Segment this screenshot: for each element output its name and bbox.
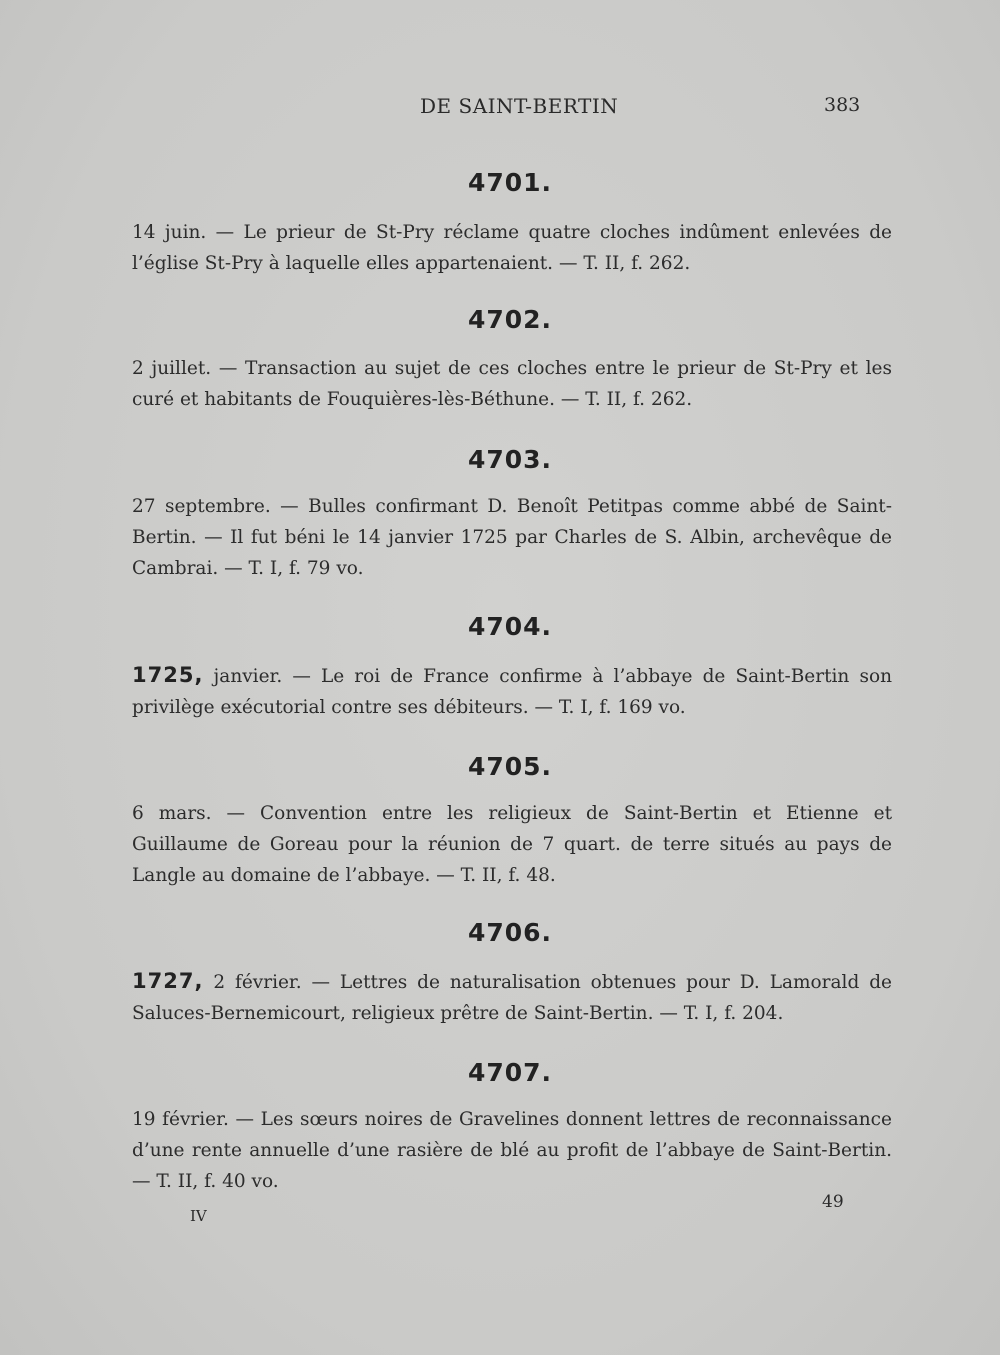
entry-body-4704: janvier. — Le roi de France confirme à l’abbaye de Saint-Bertin son privilège exécutorial contre ses débiteurs. — T. I, f. 169 vo. bbox=[132, 666, 892, 718]
page-number: 383 bbox=[824, 94, 861, 116]
entry-text-4701: 14 juin. — Le prieur de St-Pry réclame quatre cloches indûment enlevées de l’église St-Pry à laquelle elles appartenaient. — T. II, f. 262. bbox=[132, 222, 892, 274]
entry-number-4701: 4701. bbox=[467, 168, 553, 197]
signature-mark: IV bbox=[190, 1207, 207, 1225]
running-title: DE SAINT-BERTIN bbox=[420, 94, 619, 118]
entry-number-4703: 4703. bbox=[467, 445, 553, 474]
sheet-number: 49 bbox=[822, 1192, 844, 1212]
entry-text-4702: 2 juillet. — Transaction au sujet de ces cloches entre le prieur de St-Pry et les curé et habitants de Fouquières-lès-Béthune. — T. II, f. 262. bbox=[132, 358, 892, 410]
entry-text-4704 bbox=[132, 660, 892, 723]
entry-text-4703: 27 septembre. — Bulles confirmant D. Benoît Petitpas comme abbé de Saint-Bertin. — Il fut béni le 14 janvier 1725 par Charles de S. Albin, archevêque de Cambrai. — T. I, f. 79 vo. bbox=[132, 496, 892, 579]
entry-text-4706 bbox=[132, 966, 892, 1029]
entry-number-4704: 4704. bbox=[467, 612, 553, 641]
entry-number-4702: 4702. bbox=[467, 305, 553, 334]
entry-text-4707: 19 février. — Les sœurs noires de Gravelines donnent lettres de reconnaissance d’une rente annuelle d’une rasière de blé au profit de l’abbaye de Saint-Bertin. — T. II, f. 40 vo. bbox=[132, 1109, 892, 1192]
entry-text-4705: 6 mars. — Convention entre les religieux de Saint-Bertin et Etienne et Guillaume de Goreau pour la réunion de 7 quart. de terre situés au pays de Langle au domaine de l’abbaye. — T. II, f. 48. bbox=[132, 803, 892, 886]
entry-number-4707: 4707. bbox=[467, 1058, 553, 1087]
entry-year-4704: 1725, bbox=[132, 663, 204, 687]
entry-body-4706: 2 février. — Lettres de naturalisation obtenues pour D. Lamorald de Saluces-Bernemicourt, religieux prêtre de Saint-Bertin. — T. I, f. 204. bbox=[132, 972, 892, 1024]
entry-number-4705: 4705. bbox=[467, 752, 553, 781]
entry-year-4706: 1727, bbox=[132, 969, 204, 993]
running-head bbox=[0, 94, 1000, 124]
entry-number-4706: 4706. bbox=[467, 918, 553, 947]
